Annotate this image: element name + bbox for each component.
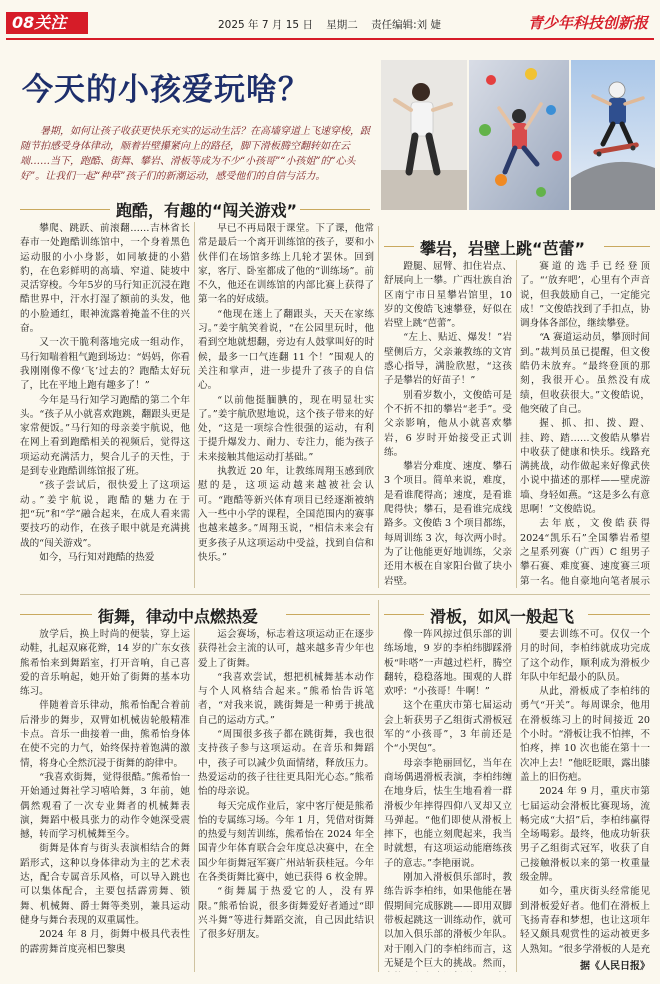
paragraph: 母亲李艳丽回忆，当年在商场偶遇滑板表演，李柏纬缠在地身后，怯生生地看着一群滑板少年摔得四仰八叉却又立马弹起。“他们即使从滑板上摔下，也能立刻爬起来，我当时就想，有这项运动能磨练孩子的意志。”李艳丽说。: [384, 757, 512, 869]
heading-rule: [286, 614, 370, 615]
column-divider: [516, 628, 517, 972]
source-credit: 据《人民日报》: [580, 961, 650, 972]
paragraph: 别看岁数小，文俊皓可是个不折不扣的攀岩“老手”。受父亲影响，他从小就喜欢攀岩，6 岁时开始接受正式训练。: [384, 389, 512, 458]
paragraph: 赛道的选手已经登顶了。“‘放弃吧’，心里有个声音说，但我鼓励自己，一定能完成！”文俊皓找到了手扣点，协调身体各部位，继续攀登。: [520, 261, 650, 330]
paragraph: 每天完成作业后，家中客厅便是熊希怡的专属练习场。今年 1 月，凭借对街舞的热爱与刻苦训练，熊希怡在 2024 年全国青少年体育联合会年度总决赛中，在全国少年街舞冠军赛广州站斩获桂冠。今年在各类街舞比赛中，她已获得 6 枚金牌。: [198, 800, 374, 884]
paragraph: 执教近 20 年，让教练周翔玉感到欣慰的是，这项运动越来越被社会认可。“跑酷等新兴体育项目已经逐渐被纳入一些中小学的课程，全国范围内的赛事也越来越多。”周翔玉说，“相信未来会有更多孩子从这项运动中受益，找到自信和快乐。”: [198, 466, 374, 563]
paragraph: 早已不再局限于课堂。下了课，他常常是最后一个离开训练馆的孩子，要和小伙伴们在场馆多练上几轮才罢休。回到家，客厅、卧室都成了他的“训练场”。前不久，他还在训练馆的内部比赛上获得了第一名的好成绩。: [198, 223, 374, 306]
paragraph: 从此，滑板成了李柏纬的勇气“开关”。每周课余，他用在滑板练习上的时间接近 20 个小时。“滑板让我不怕摔，不怕疼，摔 10 次也能在第十一次冲上去！”他眨眨眼，露出膝盖上的旧伤疤。: [520, 686, 650, 783]
paragraph: 蹬腿、屈臂、扣住岩点、舒展向上一攀。广西壮族自治区南宁市日星攀岩馆里，10 岁的文俊皓飞速攀登，好似在岩壁上跳“芭蕾”。: [384, 261, 512, 330]
section-divider: [378, 600, 379, 972]
skate-photo: [571, 60, 655, 210]
paragraph: 运会赛场，标志着这项运动正在逐步获得社会主流的认可，越来越多青少年也爱上了街舞。: [198, 629, 374, 669]
issue-info: [218, 17, 451, 32]
heading-rule: [588, 614, 650, 615]
header-divider: [6, 38, 654, 40]
paragraph: 如今，马行知对跑酷的热爱: [39, 551, 155, 563]
paragraph: “左上、贴近、爆发！”岩壁侧后方，父亲兼教练的文宵惑心指导，满脸欣慰，“这孩子是攀岩的好苗子！”: [384, 332, 512, 387]
issue-weekday: 星期二: [326, 19, 358, 31]
intro-paragraph: 暑期，如何让孩子收获更快乐充实的运动生活？在高墙穿道上飞速穿梭，跟随节拍感受身体律动，顺着岩壁攥紧向上的路径，脚下滑板腾空翻转如在云端……当下，跑酷、街舞、攀岩、滑板等成为不少“小孩哥”“小孩姐”的“心头好”。让我们一起“种草”孩子们的新潮运动，感受他们的自信与活力。: [20, 126, 370, 182]
dance-col-2: [198, 628, 374, 972]
heading-rule: [20, 614, 92, 615]
section-divider: [378, 226, 379, 588]
paragraph: “孩子尝试后，很快爱上了这项运动。”姜宇航说，跑酷的魅力在于把“玩”和“学”融合起来，在成人看来需要技巧的动作，在孩子眼中就是充满挑战的“闯关游戏”。: [20, 480, 190, 549]
paragraph: 像一阵风掠过俱乐部的训练场地，9 岁的李柏纬脚踩滑板“咔嗒”一声越过栏杆，腾空翻转，稳稳落地。围观的人群欢呼：“小孩哥！牛啊！”: [384, 629, 512, 698]
paragraph: “我喜欢街舞，觉得很酷。”熊希怡一开始通过舞社学习嘻哈舞，3 年前，她偶然观看了一次专业舞者的机械舞表演，舞蹈中极具张力的动作令她深受震撼，转而学习机械舞至今。: [20, 771, 190, 841]
section-label: 08关注: [6, 12, 88, 34]
heading-rule: [20, 209, 110, 210]
heading-rule: [300, 209, 370, 210]
page-header: [0, 0, 660, 44]
climbing-heading: 攀岩，岩壁上跳“芭蕾”: [420, 239, 586, 258]
dance-photo: [381, 60, 467, 210]
paragraph: 这个在重庆市第七届运动会上斩获男子乙组街式滑板冠军的“小孩哥”，3 年前还是个“小哭包”。: [384, 700, 512, 755]
page-title: 今天的小孩爱玩啥？: [22, 72, 310, 108]
paragraph: 去年底，文俊皓获得 2024“凯乐石”全国攀岩希望之星系列赛（广西）C 组男子攀石赛、难度赛、速度赛三项第一名。他自豪地向笔者展示: [520, 518, 650, 587]
paragraph: 攀爬、跳跃、前滚翻……吉林省长春市一处跑酷训练馆中，一个身着黑色运动服的小小身影，如同敏捷的小猎豹，在色彩鲜明的高墙、窄道、陡坡中灵活穿梭。今年5岁的马行知正沉浸在跑酷世界中，汗水打湿了额前的头发，他的小脸通红，眼神流露着掩盖不住的兴奋。: [20, 223, 190, 335]
paragraph: “他现在迷上了翻跟头，天天在家练习。”姜宇航笑着说，“在公园里玩时，他看到空地就想翻，旁边有人鼓掌叫好的时候，最多一口气连翻 11 个！”围观人的关注和掌声，进一步提升了孩子的自信心。: [198, 308, 374, 392]
column-divider: [516, 260, 517, 588]
parkour-col-2: [198, 222, 374, 588]
paragraph: 放学后，换上时尚的便装，穿上运动鞋，扎起双麻花辫，14 岁的广东女孩熊希怡来到舞蹈室，打开音响，自己喜爱的音乐响起，她开始了街舞的基本功练习。: [20, 629, 190, 698]
skate-col-2: [520, 628, 650, 954]
paragraph: 刚加入滑板俱乐部时，教练告诉李柏纬，如果他能在暑假期间完成豚跳——即用双脚带板起跳这一训练动作，就可以加入俱乐部的滑板少年队。对于刚入门的李柏纬而言，这无疑是个巨大的挑战。然而，: [384, 872, 512, 969]
paragraph: “A 赛道运动员，攀顶时间到。”裁判员虽已提醒，但文俊皓仍未放弃。“最终登顶的那刻，我很开心。虽然没有成绩，但收获很大。”文俊皓说，他突破了自己。: [520, 332, 650, 415]
paper-logo: 青少年科技创新报: [528, 14, 649, 32]
paragraph: 攀岩分难度、速度、攀石 3 个项目。简单来说，难度，是看谁爬得高；速度，是看谁爬得快；攀石，是看谁完成线路多。文俊皓 3 个项目都练，每周训练 3 次，每次两小时。为了让他能更好地训练，父亲还用木板在自家阳台做了块小岩壁。: [384, 461, 512, 587]
skate-col-1: [384, 628, 512, 972]
paragraph: “以前他挺腼腆的，现在明显壮实了。”姜宇航欣慰地说，这个孩子带来的好处，“这是一项综合性很强的运动，有利于提升爆发力、耐力、专注力，能为孩子未来接触其他运动打基础。”: [198, 394, 374, 463]
paragraph: 街舞是体育与街头表演相结合的舞蹈形式，这种以身体律动为主的艺术表达，配合专属音乐风格，可以导入跳也可以集体配合，主要包括霹雳舞、锁舞、机械舞、爵士舞等类别，兼具运动健身与舞台表现的双重属性。: [20, 843, 190, 926]
issue-date: 2025 年 7 月 15 日: [218, 19, 313, 31]
paragraph: 又一次干脆利落地完成一组动作，马行知喘着粗气跑到场边：“妈妈，你看我刚刚像不像‘飞’过去的？跑酷太好玩了，比在平地上跑有趣多了！”: [20, 337, 190, 392]
parkour-col-1: [20, 222, 190, 588]
dance-heading: 街舞，律动中点燃热爱: [98, 607, 259, 626]
climbing-col-1: [384, 260, 512, 588]
paragraph: 握、抓、扣、拨、蹬、挂、跨、踏……文俊皓从攀岩中收获了健康和快乐。线路充满挑战，动作做起来好像武侠小说中描述的那样——壁虎游墙、身轻如燕。“这是多么有意思啊！”文俊皓说。: [520, 418, 650, 516]
photo-collage: [381, 60, 655, 218]
parkour-heading: 跑酷，有趣的“闯关游戏”: [116, 201, 298, 220]
paragraph: 2024 年 8 月，街舞中极具代表性的霹雳舞首度亮相巴黎奥: [20, 929, 190, 955]
paragraph: 今年是马行知学习跑酷的第二个年头。“孩子从小就喜欢跑跳，翻跟头更是家常便饭。”马行知的母亲姜宇航说，他在网上看到跑酷相关的视频后，觉得这项运动充满活力，契合儿子的天性，于是到专业跑酷训练馆报了班。: [20, 394, 190, 478]
skate-heading: 滑板，如风一般起飞: [430, 607, 575, 626]
column-divider: [194, 222, 195, 588]
dance-col-1: [20, 628, 190, 972]
climbing-photo: [469, 60, 569, 210]
paragraph: 2024 年 9 月，重庆市第七届运动会滑板比赛现场，流畅完成“大招”后，李柏纬赢得全场喝彩。最终，他成功斩获男子乙组街式冠军，收获了自己接触滑板以来的第一枚重量级金牌。: [520, 786, 650, 884]
paragraph: “我喜欢尝试，想把机械舞基本动作与个人风格结合起来。”熊希怡告诉笔者，“对我来说，跳街舞是一种勇于挑战自己的运动方式。”: [198, 671, 374, 726]
paragraph: 如今，重庆街头经常能见到滑板爱好者。他们在滑板上飞扬青春和梦想，也让这项年轻又颇具观赏性的运动被更多人熟知。“很多学滑板的人是充: [520, 886, 650, 954]
heading-rule: [384, 246, 414, 247]
paragraph: 伴随着音乐律动，熊希怡配合着前后滑步的舞步，双臂如机械齿轮般精准卡点。音乐一曲接着一曲，熊希怡身体在使不完的力气，始终保持着饱满的激情，将身心全然沉浸于街舞的韵律中。: [20, 700, 190, 769]
heading-rule: [384, 614, 424, 615]
climbing-col-2: [520, 260, 650, 588]
heading-rule: [604, 246, 650, 247]
issue-editor: 责任编辑:刘 婕: [371, 19, 442, 31]
paragraph: “周围很多孩子都在跳街舞，我也很支持孩子参与这项运动。在音乐和舞蹈中，孩子可以减少负面情绪，释放压力。热爱运动的孩子往往更具阳光心态。”熊希怡的母亲说。: [198, 729, 374, 798]
section-divider: [20, 594, 650, 595]
paragraph: “街舞属于热爱它的人，没有界限。”熊希怡说，很多街舞爱好者通过“即兴斗舞”等进行舞蹈交流，自己因此结识了很多好朋友。: [198, 886, 374, 941]
paragraph: 要去训练不可。仅仅一个月的时间，李柏纬就成功完成了这个动作，顺利成为滑板少年队中年纪最小的队员。: [520, 629, 650, 683]
column-divider: [194, 628, 195, 972]
